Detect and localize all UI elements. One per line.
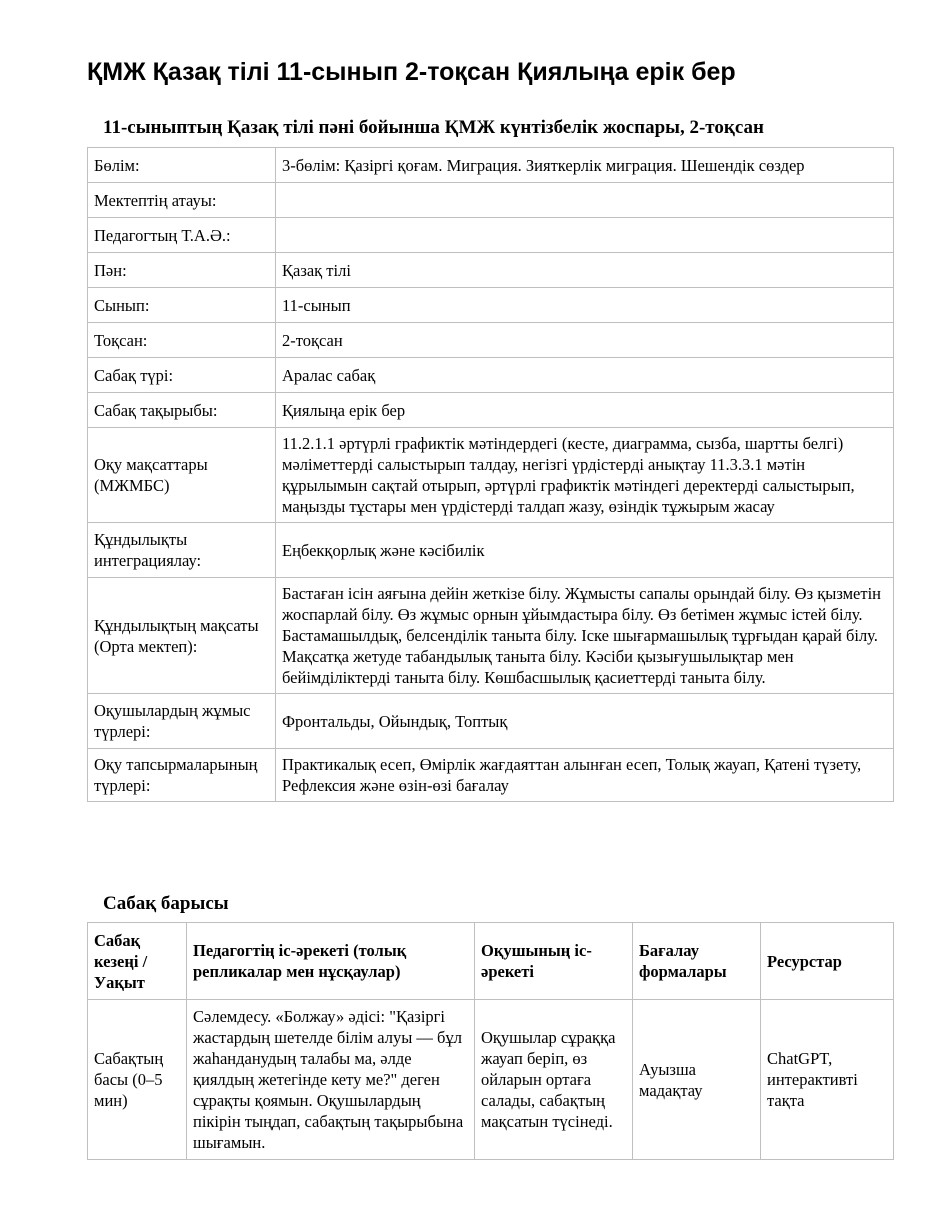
- info-value: Еңбекқорлық және кәсібилік: [276, 523, 894, 578]
- info-value: 2-тоқсан: [276, 323, 894, 358]
- table-row: [88, 523, 894, 578]
- info-label: Бөлім:: [88, 148, 276, 183]
- info-value: [276, 218, 894, 253]
- info-value: Практикалық есеп, Өмірлік жағдаяттан алынған есеп, Толық жауап, Қатені түзету, Рефлексия және өзін-өзі бағалау: [276, 749, 894, 802]
- info-label: Оқушылардың жұмыс түрлері:: [88, 694, 276, 749]
- header-assessment: Бағалау формалары: [633, 923, 761, 1000]
- info-value: Бастаған ісін аяғына дейін жеткізе білу. Жұмысты сапалы орындай білу. Өз қызметін жоспарлай білу. Өз жұмыс орнын ұйымдастыра білу. Өз бетімен жұмыс істей білу. Бастамашылдық, белсенділік таныта білу. Іске шығармашылық тұрғыдан қарай білу. Мақсатқа жетуде табандылық таныта білу. Кәсіби қызығушылықтар мен бейімділіктерді таныта білу. Көшбасшылық қасиеттерді таныта білу.: [276, 578, 894, 694]
- cell-student: Оқушылар сұраққа жауап беріп, өз ойларын ортаға салады, сабақтың мақсатын түсінеді.: [475, 1000, 633, 1160]
- table-row: [88, 694, 894, 749]
- info-label: Сабақ тақырыбы:: [88, 393, 276, 428]
- header-student: Оқушының іс-әрекеті: [475, 923, 633, 1000]
- table-row: [88, 749, 894, 802]
- header-stage: Сабақ кезеңі / Уақыт: [88, 923, 187, 1000]
- cell-stage: Сабақтың басы (0–5 мин): [88, 1000, 187, 1160]
- cell-resources: ChatGPT, интерактивті тақта: [761, 1000, 894, 1160]
- info-label: Оқу мақсаттары (МЖМБС): [88, 428, 276, 523]
- table-row: [88, 393, 894, 428]
- lesson-process-table: [87, 922, 894, 1160]
- info-label: Пән:: [88, 253, 276, 288]
- lesson-heading: Сабақ барысы: [103, 893, 229, 914]
- header-resources: Ресурстар: [761, 923, 894, 1000]
- cell-teacher: Сәлемдесу. «Болжау» әдісі: "Қазіргі жастардың шетелде білім алуы — бұл жаһанданудың талабы ма, әлде қиялдың жетегінде кету ме?" деген сұрақты қоямын. Оқушылардың пікірін тыңдап, сабақтың тақырыбына шығамын.: [187, 1000, 475, 1160]
- info-label: Сынып:: [88, 288, 276, 323]
- info-label: Мектептің атауы:: [88, 183, 276, 218]
- info-label: Сабақ түрі:: [88, 358, 276, 393]
- info-label: Құндылықтың мақсаты (Орта мектеп):: [88, 578, 276, 694]
- info-value: [276, 183, 894, 218]
- info-value: 11.2.1.1 әртүрлі графиктік мәтіндердегі (кесте, диаграмма, сызба, шартты белгі) мәліметтерді салыстырып талдау, негізгі үрдістерді анықтау 11.3.3.1 мәтін құрылымын сақтай отырып, әртүрлі графиктік мәтіндегі деректерді салыстырып, маңызды тұстары мен үрдістерді талдап жазу, өзіндік тұжырым жасау: [276, 428, 894, 523]
- table-row: [88, 148, 894, 183]
- table-row: [88, 183, 894, 218]
- info-label: Педагогтың Т.А.Ә.:: [88, 218, 276, 253]
- info-value: 3-бөлім: Қазіргі қоғам. Миграция. Зияткерлік миграция. Шешендік сөздер: [276, 148, 894, 183]
- table-row: [88, 288, 894, 323]
- table-row: [88, 578, 894, 694]
- table-row: [88, 428, 894, 523]
- info-label: Оқу тапсырмаларының түрлері:: [88, 749, 276, 802]
- info-value: Қиялыңа ерік бер: [276, 393, 894, 428]
- info-label: Тоқсан:: [88, 323, 276, 358]
- table-row: [88, 218, 894, 253]
- info-value: Қазақ тілі: [276, 253, 894, 288]
- plan-heading: 11-сыныптың Қазақ тілі пәні бойынша ҚМЖ күнтізбелік жоспары, 2-тоқсан: [103, 117, 764, 138]
- info-value: Аралас сабақ: [276, 358, 894, 393]
- header-teacher: Педагогтің іс-әрекеті (толық репликалар мен нұсқаулар): [187, 923, 475, 1000]
- info-label: Құндылықты интеграциялау:: [88, 523, 276, 578]
- table-row: [88, 253, 894, 288]
- info-value: 11-сынып: [276, 288, 894, 323]
- document-title: ҚМЖ Қазақ тілі 11-сынып 2-тоқсан Қиялыңа ерік бер: [87, 58, 736, 86]
- cell-assessment: Ауызша мадақтау: [633, 1000, 761, 1160]
- table-row: [88, 358, 894, 393]
- table-header-row: [88, 923, 894, 1000]
- table-row: [88, 323, 894, 358]
- info-value: Фронтальды, Ойындық, Топтық: [276, 694, 894, 749]
- table-row: [88, 1000, 894, 1160]
- lesson-info-table: [87, 147, 894, 802]
